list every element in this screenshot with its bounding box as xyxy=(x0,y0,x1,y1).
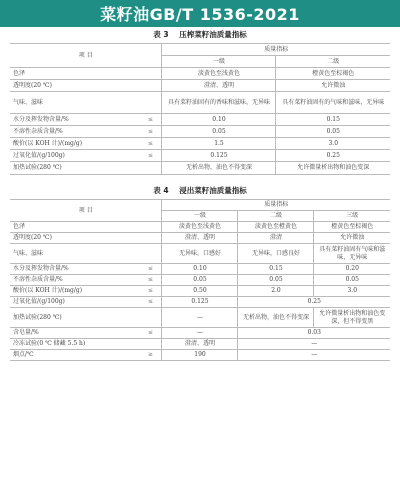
cell-grade1: 0.125 xyxy=(162,150,276,162)
cell-grade2: 2.0 xyxy=(238,286,314,297)
cell-grade3: 橙黄色至棕褐色 xyxy=(314,222,390,233)
cell-grade1: 0.50 xyxy=(162,286,238,297)
header-grade2: 二级 xyxy=(238,211,314,222)
cell-grade2: 澄清 xyxy=(238,233,314,244)
cell-grade2: 0.05 xyxy=(276,126,390,138)
cell-grade1: 澄清、透明 xyxy=(162,339,238,350)
table-row xyxy=(10,233,390,244)
table-row xyxy=(10,297,390,308)
row-label: 透明度(20 ℃) xyxy=(10,80,139,92)
table-row xyxy=(10,150,390,162)
cell-grade1: 具有菜籽油固有的香味和滋味，无异味 xyxy=(162,92,276,114)
cell-grade1: 0.05 xyxy=(162,126,276,138)
row-label: 不溶性杂质含量/% xyxy=(10,275,139,286)
row-label: 水分及挥发物含量/% xyxy=(10,114,139,126)
table-row xyxy=(10,222,390,233)
row-symbol xyxy=(139,68,162,80)
row-symbol xyxy=(139,308,162,328)
table3-number: 表 3 xyxy=(153,30,169,39)
table-row xyxy=(10,92,390,114)
table4-caption xyxy=(10,183,390,199)
header-grade1: 一级 xyxy=(162,211,238,222)
cell-grade2: 允许微量析出物和油色变深 xyxy=(276,162,390,175)
row-symbol xyxy=(139,222,162,233)
cell-grade1: 澄清、透明 xyxy=(162,80,276,92)
table-row xyxy=(10,162,390,175)
table-header-row xyxy=(10,44,390,56)
cell-grade2: 淡黄色至橙黄色 xyxy=(238,222,314,233)
row-symbol: ≤ xyxy=(139,297,162,308)
cell-grade1: 无析出物，油色不得变深 xyxy=(162,162,276,175)
table4-section xyxy=(0,183,400,361)
row-symbol: ≤ xyxy=(139,286,162,297)
cell-grade3: 3.0 xyxy=(314,286,390,297)
header-grade1: 一级 xyxy=(162,56,276,68)
cell-grade3: 具有菜籽油固有气味和滋味，无异味 xyxy=(314,244,390,264)
row-symbol xyxy=(139,233,162,244)
cell-grade1: 0.10 xyxy=(162,114,276,126)
cell-grade1: — xyxy=(162,328,238,339)
row-symbol xyxy=(139,80,162,92)
row-symbol: ≤ xyxy=(139,150,162,162)
cell-grade2: 0.15 xyxy=(276,114,390,126)
cell-grade1: 0.10 xyxy=(162,264,238,275)
row-label: 色泽 xyxy=(10,68,139,80)
header-quality: 质量指标 xyxy=(162,44,390,56)
row-label: 气味、滋味 xyxy=(10,244,139,264)
cell-grade1: 190 xyxy=(162,350,238,361)
row-label: 酸价(以 KOH 计)/(mg/g) xyxy=(10,286,139,297)
cell-grade2: 0.15 xyxy=(238,264,314,275)
table4 xyxy=(10,199,390,361)
table-row xyxy=(10,68,390,80)
header-item: 项 目 xyxy=(10,200,162,222)
table-row xyxy=(10,264,390,275)
row-symbol xyxy=(139,339,162,350)
cell-grade2: 0.05 xyxy=(238,275,314,286)
row-symbol: ≤ xyxy=(139,138,162,150)
section-divider xyxy=(0,175,400,183)
row-label: 色泽 xyxy=(10,222,139,233)
cell-grade1: 淡黄色至浅黄色 xyxy=(162,222,238,233)
cell-grade2: 橙黄色至棕褐色 xyxy=(276,68,390,80)
page-title-banner xyxy=(0,0,400,27)
table-row xyxy=(10,244,390,264)
cell-grade1: 0.125 xyxy=(162,297,238,308)
table3-title: 压榨菜籽油质量指标 xyxy=(179,30,247,39)
table4-number: 表 4 xyxy=(153,186,169,195)
table-row xyxy=(10,308,390,328)
row-symbol xyxy=(139,244,162,264)
header-grade3: 三级 xyxy=(314,211,390,222)
table-row xyxy=(10,138,390,150)
cell-grade1: 0.05 xyxy=(162,275,238,286)
row-label: 加热试验(280 ℃) xyxy=(10,308,139,328)
row-symbol: ≤ xyxy=(139,126,162,138)
row-label: 冷冻试验(0 ℃ 储藏 5.5 h) xyxy=(10,339,139,350)
cell-grade23: 0.25 xyxy=(238,297,390,308)
table-row xyxy=(10,339,390,350)
cell-grade2: 允许微浊 xyxy=(276,80,390,92)
table-row xyxy=(10,126,390,138)
header-item: 项 目 xyxy=(10,44,162,68)
row-label: 过氧化值/(g/100g) xyxy=(10,297,139,308)
table3-caption xyxy=(10,27,390,43)
row-label: 酸价(以 KOH 计)/(mg/g) xyxy=(10,138,139,150)
table-row xyxy=(10,328,390,339)
cell-grade3: 允许微量析出物和油色变深，但不得变黑 xyxy=(314,308,390,328)
cell-grade1: 淡黄色至浅黄色 xyxy=(162,68,276,80)
page-title: 菜籽油GB/T 1536-2021 xyxy=(100,5,300,24)
table3-section xyxy=(0,27,400,175)
row-symbol: ≤ xyxy=(139,114,162,126)
row-label: 不溶性杂质含量/% xyxy=(10,126,139,138)
row-symbol: ≤ xyxy=(139,264,162,275)
cell-grade23: 0.03 xyxy=(238,328,390,339)
row-label: 加热试验(280 ℃) xyxy=(10,162,139,175)
table4-title: 浸出菜籽油质量指标 xyxy=(179,186,247,195)
table-row xyxy=(10,114,390,126)
cell-grade2: 具有菜籽油固有的气味和滋味，无异味 xyxy=(276,92,390,114)
cell-grade2: 3.0 xyxy=(276,138,390,150)
table-row xyxy=(10,350,390,361)
cell-grade2: 无异味，口感良好 xyxy=(238,244,314,264)
table-header-row xyxy=(10,200,390,211)
row-label: 过氧化值/(g/100g) xyxy=(10,150,139,162)
header-quality: 质量指标 xyxy=(162,200,390,211)
row-symbol: ≥ xyxy=(139,350,162,361)
cell-grade23: — xyxy=(238,350,390,361)
cell-grade1: — xyxy=(162,308,238,328)
table3 xyxy=(10,43,390,175)
cell-grade3: 0.20 xyxy=(314,264,390,275)
cell-grade1: 1.5 xyxy=(162,138,276,150)
row-label: 含皂量/% xyxy=(10,328,139,339)
row-label: 透明度(20 ℃) xyxy=(10,233,139,244)
cell-grade23: — xyxy=(238,339,390,350)
cell-grade2: 0.25 xyxy=(276,150,390,162)
row-symbol: ≤ xyxy=(139,328,162,339)
row-label: 水分及挥发物含量/% xyxy=(10,264,139,275)
cell-grade1: 澄清、透明 xyxy=(162,233,238,244)
cell-grade3: 允许微浊 xyxy=(314,233,390,244)
cell-grade2: 无析出物，油色不得变深 xyxy=(238,308,314,328)
row-symbol xyxy=(139,92,162,114)
row-label: 烟点/℃ xyxy=(10,350,139,361)
row-symbol xyxy=(139,162,162,175)
table-row xyxy=(10,286,390,297)
cell-grade3: 0.05 xyxy=(314,275,390,286)
row-symbol: ≤ xyxy=(139,275,162,286)
cell-grade1: 无异味，口感好 xyxy=(162,244,238,264)
row-label: 气味、滋味 xyxy=(10,92,139,114)
table-row xyxy=(10,275,390,286)
table-row xyxy=(10,80,390,92)
header-grade2: 二级 xyxy=(276,56,390,68)
